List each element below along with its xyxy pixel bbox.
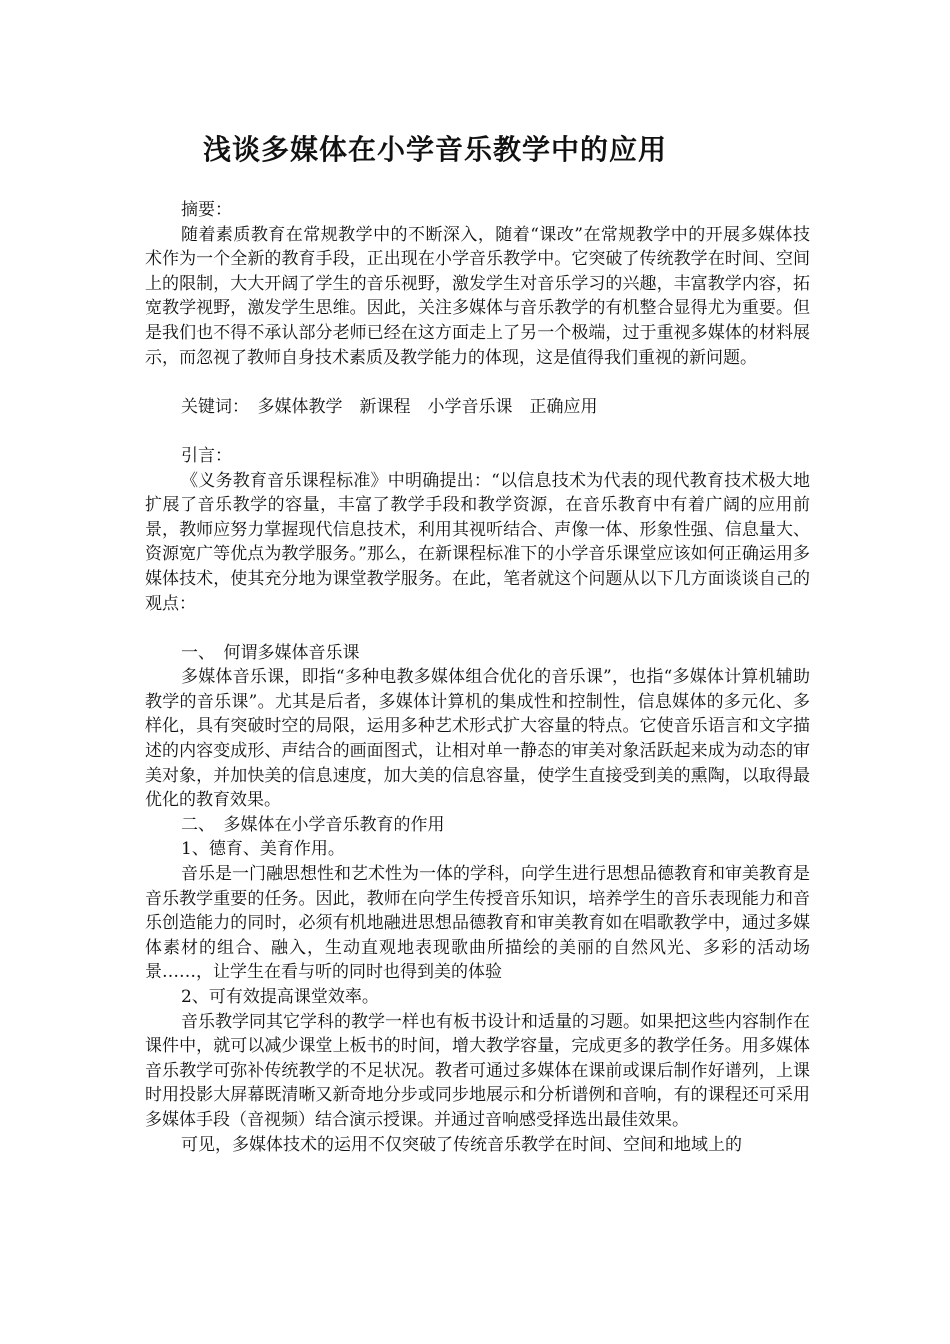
section2-heading: 二、 多媒体在小学音乐教育的作用 xyxy=(181,814,445,835)
document-body xyxy=(145,198,810,1157)
abstract-label: 摘要： xyxy=(181,200,232,220)
abstract-paragraph: 随着素质教育在常规教学中的不断深入，随着“课改”在常规教学中的开展多媒体技术作为一个全新的教育手段，正出现在小学音乐教学中。它突破了传统教学在时间、空间上的限制，大大开阔了学生的音乐视野，激发学生对音乐学习的兴趣，丰富教学内容，拓宽教学视野，激发学生思维。因此，关注多媒体与音乐教学的有机整合显得尤为重要。但是我们也不得不承认部分老师已经在这方面走上了另一个极端，过于重视多媒体的材料展示，而忽视了教师自身技术素质及教学能力的体现，这是值得我们重视的新问题。 xyxy=(145,224,810,368)
subsection1-heading: 1、德育、美育作用。 xyxy=(181,839,345,860)
closing-paragraph: 可见，多媒体技术的运用不仅突破了传统音乐教学在时间、空间和地域上的 xyxy=(181,1134,742,1155)
spacer xyxy=(145,419,810,444)
keywords-line: 关键词： 多媒体教学 新课程 小学音乐课 正确应用 xyxy=(181,396,598,417)
section1-paragraph: 多媒体音乐课，即指“多种电教多媒体组合优化的音乐课”，也指“多媒体计算机辅助教学的音乐课”。尤其是后者，多媒体计算机的集成性和控制性，信息媒体的多元化、多样化，具有突破时空的局限，运用多种艺术形式扩大容量的特点。它使音乐语言和文字描述的内容变成形、声结合的画面图式，让相对单一静态的审美对象活跃起来成为动态的审美对象，并加快美的信息速度，加大美的信息容量，使学生直接受到美的熏陶，以取得最优化的教育效果。 xyxy=(145,667,810,811)
section1-heading: 一、 何谓多媒体音乐课 xyxy=(181,642,360,663)
subsection1-paragraph: 音乐是一门融思想性和艺术性为一体的学科，向学生进行思想品德教育和审美教育是音乐教学重要的任务。因此，教师在向学生传授音乐知识，培养学生的音乐表现能力和音乐创造能力的同时，必须有机地融进思想品德教育和审美教育如在唱歌教学中，通过多媒体素材的组合、融入，生动直观地表现歌曲所描绘的美丽的自然风光、多彩的活动场景……，让学生在看与听的同时也得到美的体验 xyxy=(145,864,810,983)
document-title: 浅谈多媒体在小学音乐教学中的应用 xyxy=(203,133,668,166)
intro-label: 引言： xyxy=(181,445,232,466)
spacer xyxy=(145,616,810,641)
spacer xyxy=(145,370,810,395)
subsection2-paragraph: 音乐教学同其它学科的教学一样也有板书设计和适量的习题。如果把这些内容制作在课件中，就可以减少课堂上板书的时间，增大教学容量，完成更多的教学任务。用多媒体音乐教学可弥补传统教学的不足状况。教者可通过多媒体在课前或课后制作好谱列，上课时用投影大屏幕既清晰又新奇地分步或同步地展示和分析谱例和音响，有的课程还可采用多媒体手段（音视频）结合演示授课。并通过音响感受择选出最佳效果。 xyxy=(145,1011,810,1130)
intro-paragraph: 《义务教育音乐课程标准》中明确提出：“以信息技术为代表的现代教育技术极大地扩展了音乐教学的容量，丰富了教学手段和教学资源，在音乐教育中有着广阔的应用前景，教师应努力掌握现代信息技术，利用其视听结合、声像一体、形象性强、信息量大、资源宽广等优点为教学服务。”那么，在新课程标准下的小学音乐课堂应该如何正确运用多媒体技术，使其充分地为课堂教学服务。在此，笔者就这个问题从以下几方面谈谈自己的观点： xyxy=(145,470,810,614)
subsection2-heading: 2、可有效提高课堂效率。 xyxy=(181,987,379,1007)
